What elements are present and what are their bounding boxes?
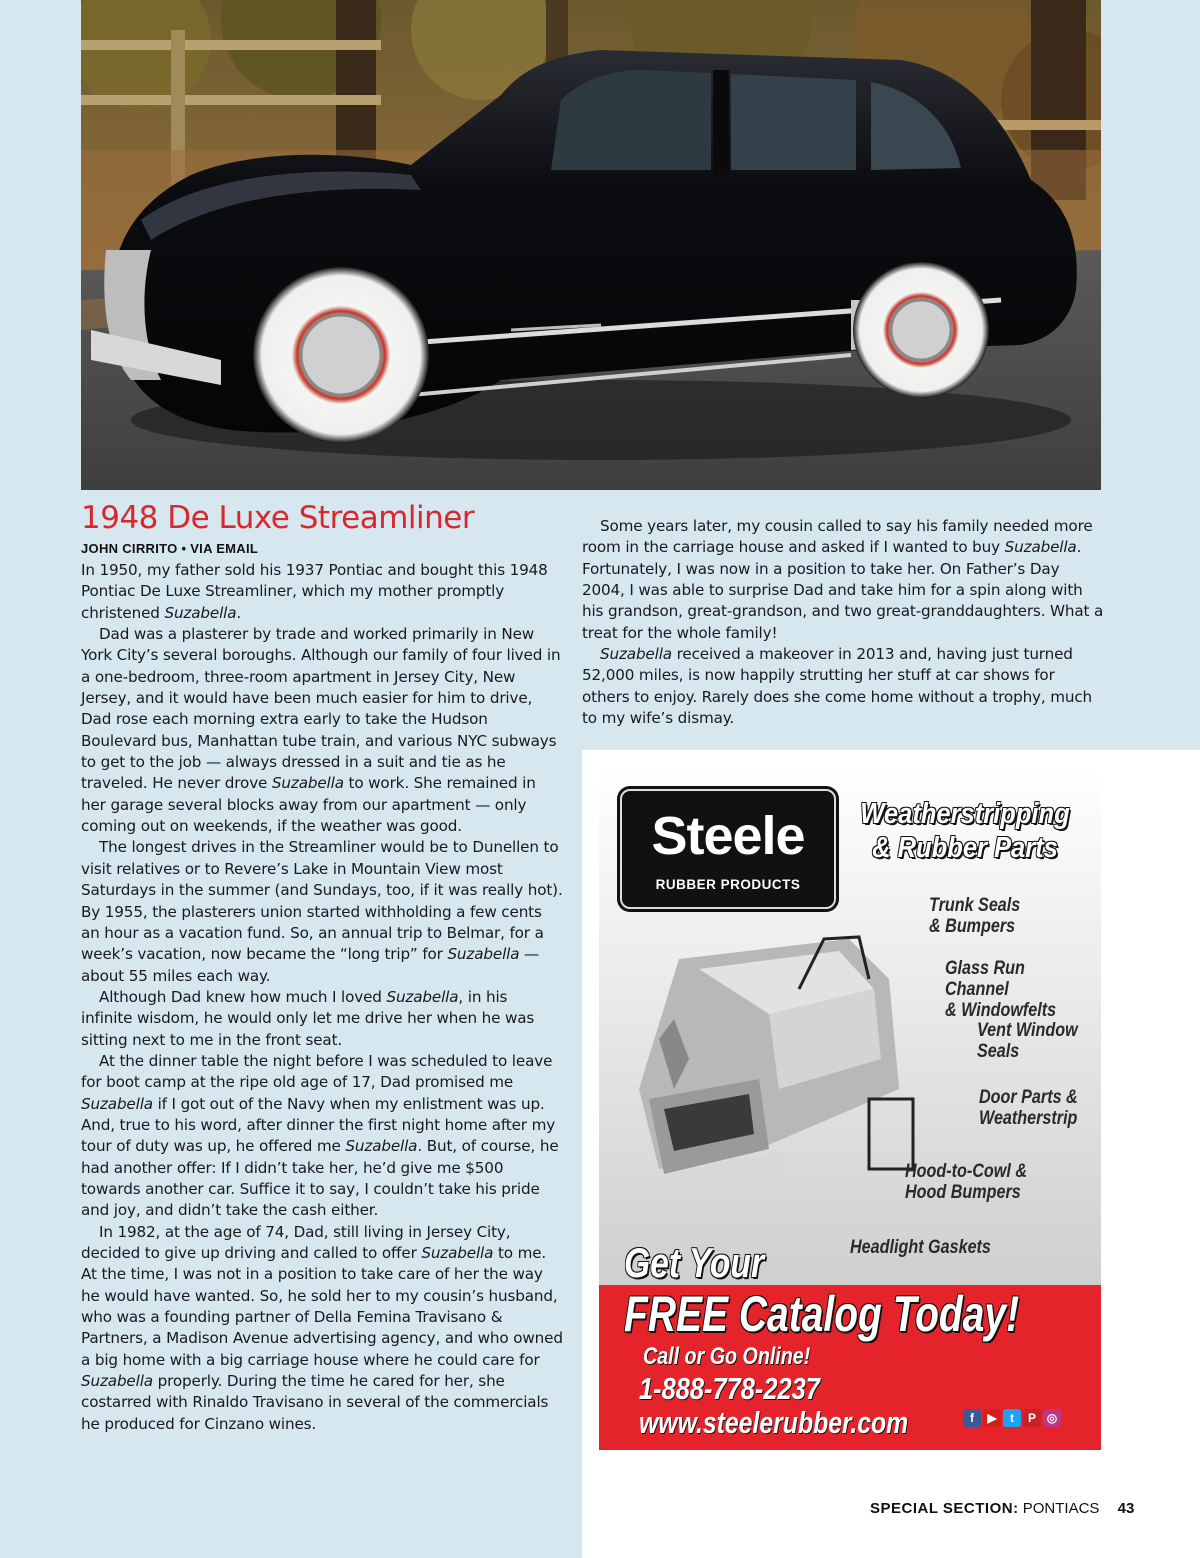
ad-headline	[859, 797, 1070, 865]
youtube-icon[interactable]: ▶	[983, 1409, 1001, 1427]
steele-rubber-advertisement[interactable]	[599, 769, 1101, 1450]
ad-part-trunk-seals: Trunk Seals & Bumpers	[929, 895, 1021, 937]
article-column-left	[81, 560, 563, 1435]
facebook-icon[interactable]: f	[963, 1409, 981, 1427]
article-column-right	[582, 516, 1104, 729]
car-photo	[81, 0, 1101, 490]
ad-part-glass-run-channel: Glass Run Channel & Windowfelts	[945, 958, 1057, 1021]
article-paragraph: In 1950, my father sold his 1937 Pontiac and bought this 1948 Pontiac De Luxe Streamliner, which my mother promptly christened Suzabella.	[81, 561, 548, 622]
instagram-icon[interactable]: ◎	[1043, 1409, 1061, 1427]
article-paragraph: The longest drives in the Streamliner would be to Dunellen to visit relatives or to Revere’s Lake in Mountain View most Saturdays in the summer (and Sundays, too, if it was really hot). By 1955, the plasterers union started withholding a few cents an hour as a vacation fund. So, an annual trip to Belmar, for a week’s vacation, now became the “long trip” for Suzabella — about 55 miles each way.	[81, 838, 563, 985]
car-body-illustration	[619, 919, 919, 1219]
ad-headline-line-1: Weatherstripping	[860, 798, 1070, 830]
ad-part-vent-window: Vent Window Seals	[977, 1020, 1078, 1062]
article-paragraph: Some years later, my cousin called to say his family needed more room in the carriage house and asked if I wanted to buy Suzabella. Fortunately, I was now in a position to take her. On Father’s Day 2004, I was able to surprise Dad and take him for a spin along with his grandson, great-grandson, and two great-granddaughters. What a treat for the whole family!	[582, 517, 1104, 642]
steele-logo	[620, 789, 836, 909]
ad-cta-line-1: Get Your	[624, 1239, 765, 1286]
article-title: 1948 De Luxe Streamliner	[81, 500, 475, 536]
ad-headline-line-2: & Rubber Parts	[872, 832, 1058, 864]
footer-section-label: SPECIAL SECTION:	[870, 1500, 1019, 1517]
article-paragraph: At the dinner table the night before I was scheduled to leave for boot camp at the ripe old age of 17, Dad promised me Suzabella if I got out of the Navy when my enlistment was up. And, true to his word, after dinner the first night home after my tour of duty was up, he offered me Suzabella. But, of course, he had another offer: If I didn’t take her, he’d give me $500 towards another car. Suffice it to say, I couldn’t take his pride and joy, and didn’t take the cash either.	[81, 1051, 559, 1220]
article-paragraph: In 1982, at the age of 74, Dad, still living in Jersey City, decided to give up driving and called to offer Suzabella to me. At the time, I was not in a position to take care of her the way he would have wanted. So, he sold her to my cousin’s husband, who was a founding partner of Della Femina Travisano & Partners, a Madison Avenue advertising agency, and who owned a big home with a big carriage house where he could care for Suzabella properly. During the time he cared for her, she costarred with Rinaldo Travisano in several of the commercials he produced for Cinzano wines.	[81, 1222, 563, 1433]
ad-cta-line-2: FREE Catalog Today!	[624, 1286, 1020, 1342]
logo-brand: Steele	[651, 806, 805, 866]
logo-subtitle: RUBBER PRODUCTS	[655, 877, 801, 892]
ad-call-text: Call or Go Online!	[643, 1343, 811, 1370]
article-paragraph: Dad was a plasterer by trade and worked primarily in New York City’s several boroughs. Although our family of four lived in a one-bedroom, three-room apartment in Jersey City, New Jersey, and it would have been much easier for him to drive, Dad rose each morning extra early to take the Hudson Boulevard bus, Manhattan tube train, and various NYC subways to get to the job — always dressed in a suit and tie as he traveled. He never drove Suzabella to work. She remained in her garage several blocks away from our apartment — only coming out on weekends, if the weather was good.	[81, 625, 561, 836]
article-paragraph: Suzabella received a makeover in 2013 and, having just turned 52,000 miles, is now happily strutting her stuff at car shows for others to enjoy. Rarely does she come home without a trophy, much to my wife’s dismay.	[582, 645, 1093, 728]
pinterest-icon[interactable]: P	[1023, 1409, 1041, 1427]
ad-part-headlight-gaskets: Headlight Gaskets	[850, 1237, 991, 1258]
ad-part-hood-to-cowl: Hood-to-Cowl & Hood Bumpers	[905, 1161, 1027, 1203]
page-number: 43	[1117, 1500, 1135, 1517]
article-paragraph: Although Dad knew how much I loved Suzabella, in his infinite wisdom, he would only let me drive her when he was sitting next to me in the front seat.	[81, 987, 535, 1049]
footer-section-name: PONTIACS	[1022, 1500, 1100, 1517]
article-byline: JOHN CIRRITO • VIA EMAIL	[81, 541, 259, 556]
ad-website-link[interactable]: www.steelerubber.com	[639, 1405, 909, 1440]
ad-phone-number[interactable]: 1-888-778-2237	[639, 1371, 820, 1406]
twitter-icon[interactable]: t	[1003, 1409, 1021, 1427]
page-footer	[870, 1500, 1134, 1517]
social-icons	[963, 1409, 1061, 1427]
ad-part-door-parts: Door Parts & Weatherstrip	[979, 1087, 1078, 1129]
